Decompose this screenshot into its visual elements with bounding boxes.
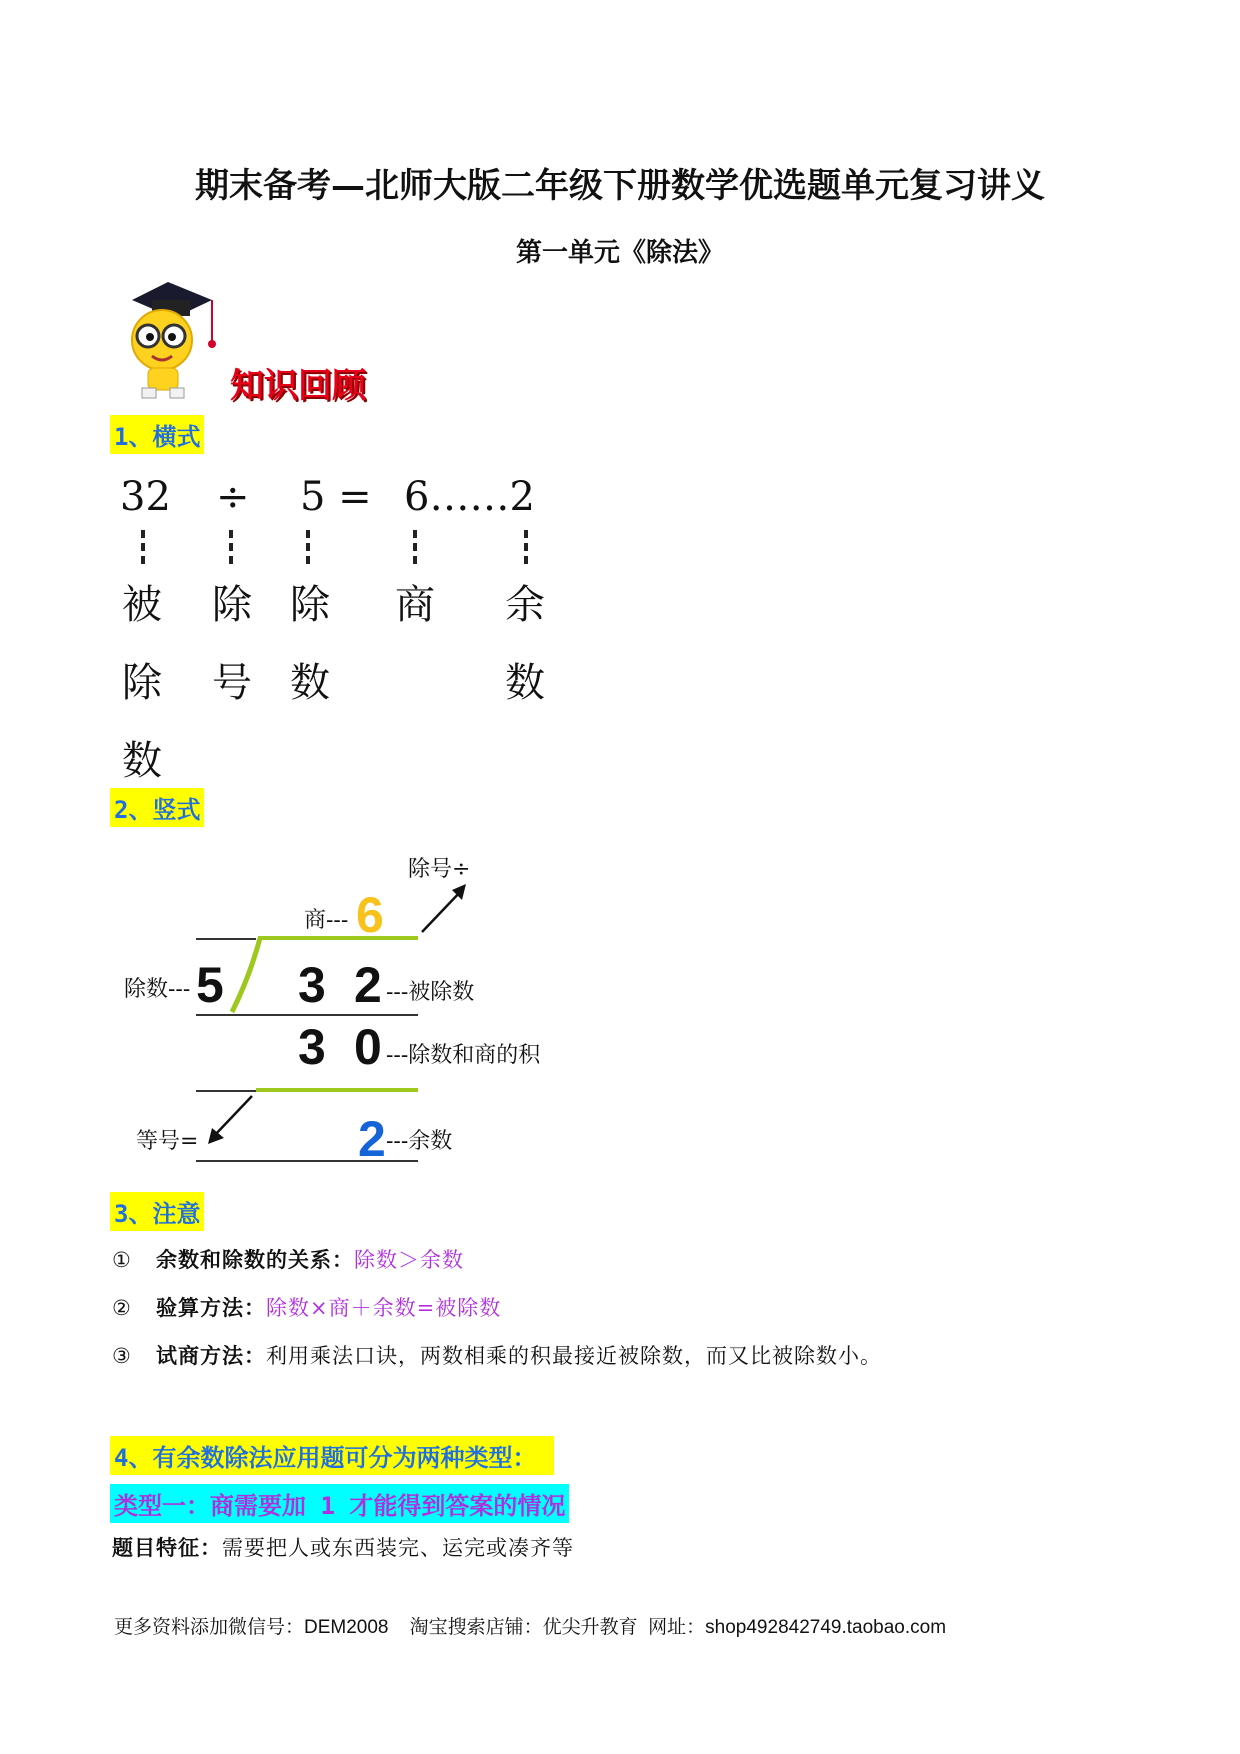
note-item: ① 余数和除数的关系：除数＞余数	[112, 1247, 464, 1272]
dashed-connector	[306, 530, 310, 564]
expr-divisor: 5 =	[300, 474, 372, 520]
digit-product-ones: 0	[354, 1019, 382, 1075]
expr-quotient-remainder: 6……2	[404, 474, 535, 520]
expr-dividend: 32	[120, 474, 171, 520]
label-divisor: 除数---	[124, 977, 191, 1002]
division-bracket-top	[258, 936, 418, 940]
knowledge-review-banner: 知识回顾	[230, 366, 366, 406]
label-remainder: ---余数	[386, 1129, 453, 1154]
section-horizontal-label: 1、横式	[110, 415, 204, 454]
digit-quotient: 6	[356, 887, 384, 943]
label-quotient: 商---	[304, 908, 349, 933]
rule-line	[196, 1014, 418, 1016]
digit-dividend-ones: 2	[354, 957, 382, 1013]
feature-line: 题目特征：需要把人或东西装完、运完或凑齐等	[112, 1535, 574, 1560]
dashed-connector	[229, 530, 233, 564]
label-dividend: ---被除数	[386, 980, 475, 1005]
digit-divisor: 5	[196, 957, 224, 1013]
section-vertical-label: 2、竖式	[110, 788, 204, 827]
label-product: ---除数和商的积	[386, 1043, 541, 1068]
label-divide-sign: 除号÷	[408, 857, 471, 882]
label-equals: 等号=	[136, 1129, 199, 1154]
dashed-connector	[141, 530, 145, 564]
name-remainder: 余 数	[505, 582, 545, 706]
name-divide-sign: 除 号	[212, 582, 252, 706]
type-one-label: 类型一：商需要加 1 才能得到答案的情况	[110, 1484, 569, 1523]
arrow-down-left-icon	[204, 1092, 256, 1152]
mascot-icon	[112, 278, 222, 406]
footer-text: 更多资料添加微信号：DEM2008 淘宝搜索店铺：优尖升教育 网址：shop492842749.taobao.com	[114, 1617, 947, 1638]
arrow-up-right-icon	[418, 880, 470, 940]
digit-product-tens: 3	[298, 1019, 326, 1075]
expr-divide-sign: ÷	[216, 474, 250, 520]
note-item: ② 验算方法：除数×商＋余数=被除数	[112, 1295, 502, 1320]
note-item: ③ 试商方法：利用乘法口诀，两数相乘的积最接近被除数，而又比被除数小。	[112, 1343, 882, 1368]
page-title: 期末备考—北师大版二年级下册数学优选题单元复习讲义	[195, 166, 1045, 206]
section-notes-label: 3、注意	[110, 1192, 204, 1231]
name-quotient: 商	[395, 582, 435, 628]
division-bracket-curve	[226, 936, 266, 1020]
name-divisor: 除 数	[290, 582, 330, 706]
page-subtitle: 第一单元《除法》	[515, 238, 724, 268]
section-application-label: 4、有余数除法应用题可分为两种类型：	[110, 1436, 554, 1475]
name-dividend: 被 除 数	[122, 582, 162, 784]
digit-dividend-tens: 3	[298, 957, 326, 1013]
dashed-connector	[413, 530, 417, 564]
subtraction-line	[256, 1088, 418, 1092]
digit-remainder: 2	[358, 1111, 386, 1167]
dashed-connector	[524, 530, 528, 564]
rule-line	[196, 1160, 418, 1162]
